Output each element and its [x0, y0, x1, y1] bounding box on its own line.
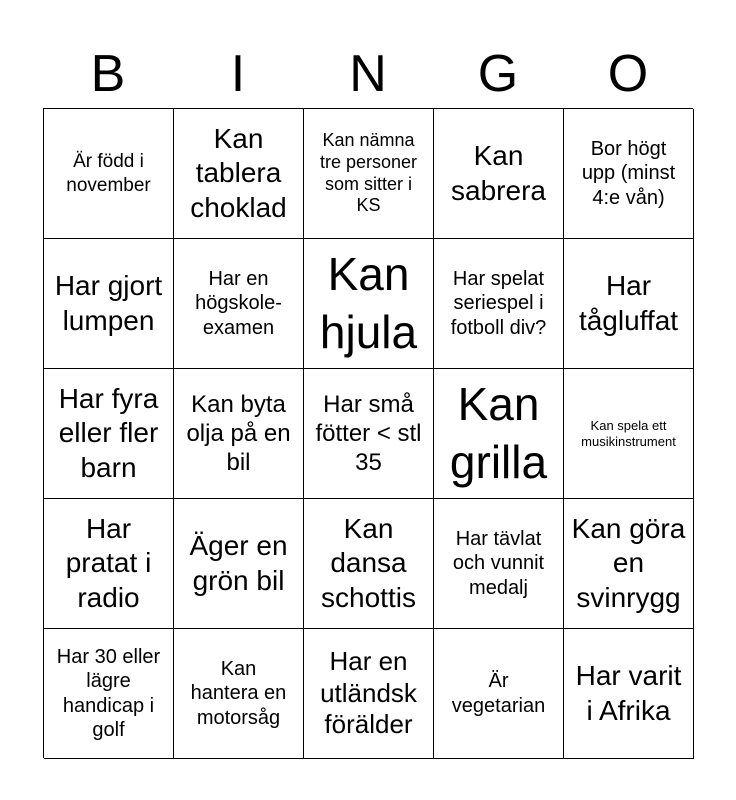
bingo-cell[interactable]: [304, 109, 434, 239]
cell-text: Är vegetarian: [451, 670, 546, 717]
bingo-cell[interactable]: [564, 239, 694, 369]
bingo-cell[interactable]: [564, 109, 694, 239]
cell-text: Har en högskole-examen: [195, 267, 282, 339]
bingo-cell[interactable]: [564, 369, 694, 499]
bingo-cell[interactable]: [44, 499, 174, 629]
header-letter-g: G: [477, 45, 519, 103]
cell-text: Kan sabrera: [451, 140, 546, 206]
bingo-cell[interactable]: [44, 109, 174, 239]
cell-text: Kan tablera choklad: [190, 123, 287, 223]
bingo-grid: [43, 108, 693, 758]
bingo-cell[interactable]: [434, 369, 564, 499]
cell-text: Har tågluffat: [578, 270, 679, 336]
bingo-cell[interactable]: [174, 369, 304, 499]
cell-text: Bor högt upp (minst 4:e vån): [581, 137, 676, 209]
cell-text: Har varit i Afrika: [575, 660, 682, 726]
cell-text: Äger en grön bil: [189, 530, 288, 596]
bingo-cell[interactable]: [434, 499, 564, 629]
cell-text: Har fyra eller fler barn: [58, 383, 159, 483]
bingo-cell[interactable]: [44, 629, 174, 759]
cell-text: Har spelat seriespel i fotboll div?: [450, 267, 547, 339]
bingo-cell[interactable]: [304, 499, 434, 629]
cell-text: Har pratat i radio: [65, 513, 152, 613]
cell-text: Har gjort lumpen: [54, 270, 163, 336]
cell-text: Kan hantera en motorsåg: [190, 657, 287, 729]
cell-text: Är född i november: [66, 151, 151, 196]
bingo-cell[interactable]: [434, 629, 564, 759]
cell-text: Har tävlat och vunnit medalj: [452, 527, 545, 599]
bingo-cell[interactable]: [174, 629, 304, 759]
bingo-cell[interactable]: [174, 499, 304, 629]
header-letter-b: B: [90, 45, 126, 103]
bingo-cell[interactable]: [304, 369, 434, 499]
cell-text: Kan grilla: [449, 378, 548, 488]
bingo-cell[interactable]: [434, 109, 564, 239]
bingo-cell[interactable]: [44, 369, 174, 499]
bingo-cell[interactable]: [174, 109, 304, 239]
cell-text: Kan byta olja på en bil: [186, 390, 291, 477]
cell-text: Kan hjula: [319, 248, 418, 358]
cell-text: Kan dansa schottis: [321, 513, 416, 613]
bingo-cell[interactable]: [304, 629, 434, 759]
cell-text: Har små fötter < stl 35: [315, 390, 422, 477]
bingo-cell[interactable]: [564, 499, 694, 629]
cell-text: Kan spela ett musikinstrument: [581, 417, 676, 449]
header-letter-o: O: [607, 45, 649, 103]
header-letter-n: N: [349, 45, 387, 103]
bingo-cell[interactable]: [174, 239, 304, 369]
bingo-cell[interactable]: [434, 239, 564, 369]
bingo-cell[interactable]: [564, 629, 694, 759]
bingo-cell[interactable]: [304, 239, 434, 369]
bingo-header: [43, 40, 693, 108]
bingo-cell[interactable]: [44, 239, 174, 369]
cell-text: Kan göra en svinrygg: [571, 513, 686, 613]
cell-text: Har 30 eller lägre handicap i golf: [56, 645, 161, 741]
header-letter-i: I: [230, 45, 246, 103]
cell-text: Kan nämna tre personer som sitter i KS: [319, 129, 418, 216]
cell-text: Har en utländsk förälder: [320, 645, 417, 740]
